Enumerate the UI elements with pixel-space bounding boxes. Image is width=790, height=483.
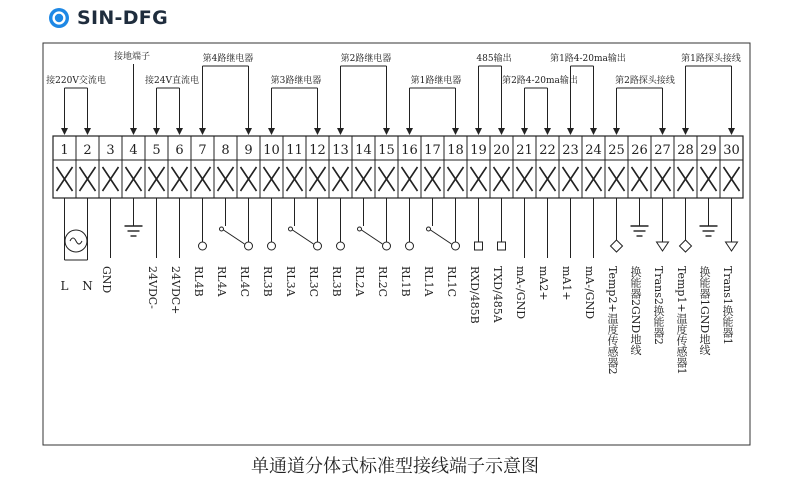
terminal-number-22: 22: [539, 143, 556, 158]
terminal-number-7: 7: [198, 143, 207, 158]
terminal-label-11: RL3A: [284, 266, 297, 297]
terminal-number-29: 29: [700, 143, 717, 158]
terminal-number-17: 17: [424, 143, 441, 158]
relay-contact-icon: [452, 242, 460, 250]
terminal-label-19: RXD/485B: [468, 266, 481, 324]
terminal-number-9: 9: [244, 143, 253, 158]
label-N: N: [82, 279, 93, 293]
terminal-label-27: Trans2换能器2: [652, 266, 665, 345]
terminal-number-26: 26: [631, 143, 648, 158]
terminal-label-23: mA1+: [560, 266, 573, 301]
terminal-number-10: 10: [263, 143, 280, 158]
terminal-labels: [61, 265, 734, 375]
terminal-label-26: 换能器2GND地线: [629, 266, 642, 356]
terminal-label-14: RL2A: [353, 266, 366, 297]
temp-diamond-icon: [611, 240, 623, 252]
relay-switch-icon: [293, 230, 314, 244]
terminal-label-22: mA2+: [537, 266, 550, 301]
terminal-label-21: mA-/GND: [514, 266, 527, 320]
terminal-number-6: 6: [175, 143, 184, 158]
brand-name: SIN-DFG: [77, 7, 168, 29]
terminal-number-28: 28: [677, 143, 694, 158]
terminal-label-16: RL1B: [399, 266, 412, 297]
terminal-number-12: 12: [309, 143, 326, 158]
terminal-label-9: RL4C: [238, 266, 251, 298]
relay-pivot-icon: [289, 227, 293, 231]
terminal-number-5: 5: [152, 143, 161, 158]
terminal-number-14: 14: [355, 143, 372, 158]
terminal-label-6: 24VDC+: [169, 266, 182, 315]
terminal-number-20: 20: [493, 143, 510, 158]
group-relay1-label: 第1路继电器: [410, 76, 462, 86]
diagram-caption: 单通道分体式标准型接线端子示意图: [251, 456, 539, 477]
group-rs485-label: 485输出: [476, 54, 512, 64]
relay-pivot-icon: [358, 227, 362, 231]
group-relay4-label: 第4路继电器: [202, 54, 254, 64]
terminal-label-28: Temp1+温度传感器1: [675, 266, 688, 375]
relay-contact-icon: [383, 242, 391, 250]
group-4-20-ch2-label: 第2路4-20ma输出: [502, 76, 578, 86]
relay-contact-icon: [245, 242, 253, 250]
group-brackets: [46, 50, 741, 134]
terminal-label-29: 换能器1GND地线: [698, 266, 711, 356]
terminal-label-25: Temp2+温度传感器2: [606, 266, 619, 375]
diagram-frame: [43, 43, 750, 445]
group-probe1-label: 第1路探头接线: [681, 54, 741, 64]
terminal-label-5: 24VDC-: [146, 266, 159, 309]
terminal-number-19: 19: [470, 143, 487, 158]
terminal-number-24: 24: [585, 143, 602, 158]
terminal-number-18: 18: [447, 143, 464, 158]
terminal-label-15: RL2C: [376, 266, 389, 298]
relay-contact-icon: [337, 242, 345, 250]
group-4-20-ch1-label: 第1路4-20ma输出: [550, 54, 626, 64]
relay-contact-icon: [268, 242, 276, 250]
relay-pivot-icon: [427, 227, 431, 231]
terminal-label-20: TXD/485A: [491, 266, 504, 323]
terminal-number-23: 23: [562, 143, 579, 158]
transducer-triangle-icon: [657, 242, 669, 251]
group-probe2-label: 第2路探头接线: [615, 76, 675, 86]
relay-switch-icon: [362, 230, 383, 244]
relay-pivot-icon: [220, 227, 224, 231]
rs485-square-icon: [498, 242, 506, 250]
terminal-block: [53, 136, 743, 198]
rs485-square-icon: [475, 242, 483, 250]
terminal-number-11: 11: [286, 143, 303, 158]
terminal-label-10: RL3B: [261, 266, 274, 297]
terminal-number-1: 1: [60, 143, 69, 158]
relay-contact-icon: [314, 242, 322, 250]
terminal-label-12: RL3C: [307, 266, 320, 298]
relay-switch-icon: [431, 230, 452, 244]
terminal-symbols: [65, 198, 738, 260]
terminal-number-16: 16: [401, 143, 418, 158]
transducer-triangle-icon: [726, 242, 738, 251]
relay-switch-icon: [224, 230, 245, 244]
terminal-number-21: 21: [516, 143, 533, 158]
terminal-label-17: RL1A: [422, 266, 435, 297]
group-dc-power-label: 接24V直流电: [145, 76, 199, 86]
terminal-number-13: 13: [332, 143, 349, 158]
terminal-label-30: Trans1换能器1: [721, 266, 734, 345]
terminal-label-3: GND: [100, 266, 113, 294]
relay-contact-icon: [199, 242, 207, 250]
terminal-number-15: 15: [378, 143, 395, 158]
terminal-number-30: 30: [723, 143, 740, 158]
temp-diamond-icon: [680, 240, 692, 252]
group-ground-terminal-label: 接地端子: [113, 52, 151, 62]
group-relay2-label: 第2路继电器: [340, 54, 392, 64]
terminal-number-25: 25: [608, 143, 625, 158]
terminal-number-3: 3: [106, 143, 115, 158]
terminal-number-2: 2: [83, 143, 92, 158]
terminal-label-13: RL3B: [330, 266, 343, 297]
terminal-label-24: mA-/GND: [583, 266, 596, 320]
group-ac-power-label: 接220V交流电: [46, 76, 106, 86]
relay-contact-icon: [406, 242, 414, 250]
terminal-label-7: RL4B: [192, 266, 205, 297]
terminal-label-18: RL1C: [445, 266, 458, 298]
group-relay3-label: 第3路继电器: [270, 76, 322, 86]
terminal-number-4: 4: [129, 143, 138, 158]
terminal-number-27: 27: [654, 143, 671, 158]
terminal-label-8: RL4A: [215, 266, 228, 297]
label-L: L: [60, 279, 69, 293]
terminal-number-8: 8: [221, 143, 230, 158]
